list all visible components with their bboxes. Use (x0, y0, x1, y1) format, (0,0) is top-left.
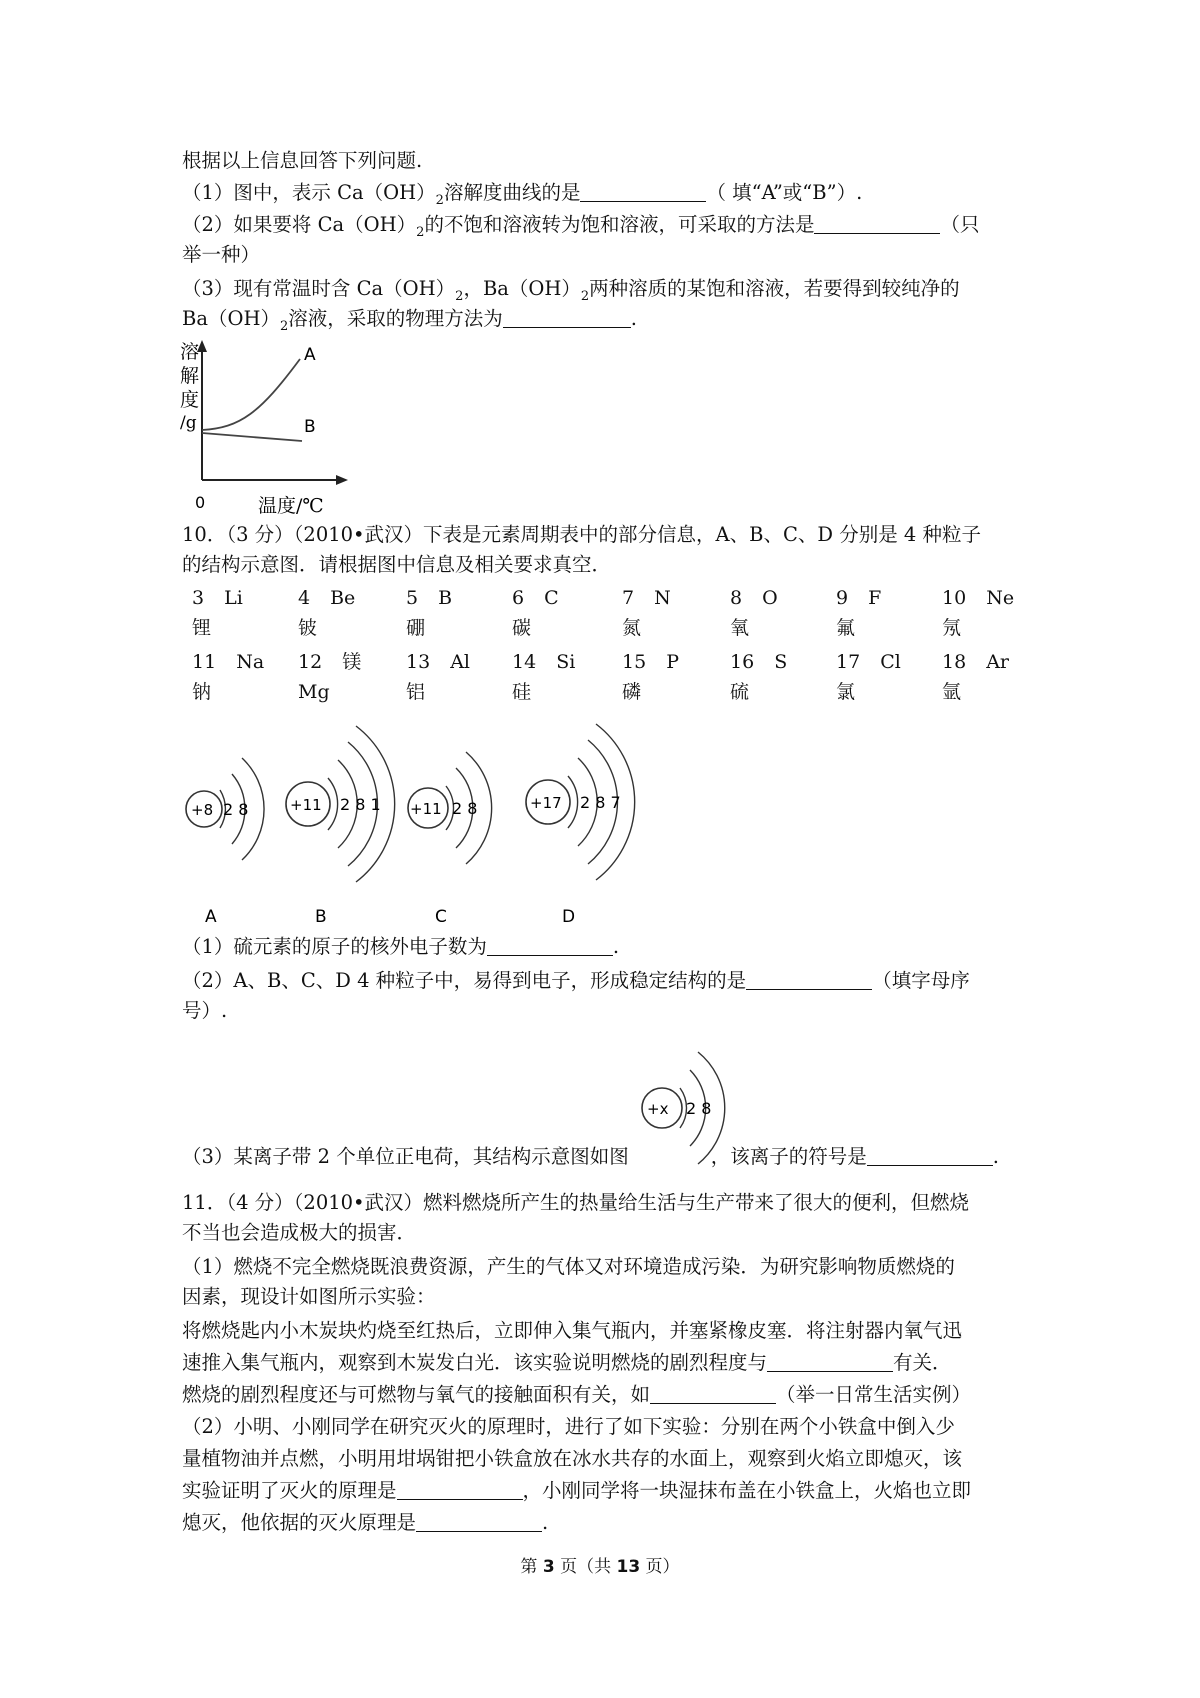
element-name: 磷 (622, 681, 642, 703)
element-name: 铝 (406, 681, 426, 703)
element-symbol: Si (556, 651, 576, 673)
atom-d-nucleus: +17 (530, 794, 562, 812)
element-number: 18 (942, 651, 967, 673)
atom-b-nucleus: +11 (290, 796, 322, 814)
element-cell (730, 586, 778, 610)
atom-d (526, 724, 635, 927)
element-name: Mg (298, 681, 330, 703)
element-cell (942, 586, 1014, 610)
element-name: 硫 (730, 681, 750, 703)
element-cell (192, 586, 243, 610)
atom-c-label: C (435, 907, 447, 927)
xlabel: 温度/℃ (258, 495, 324, 517)
curve-b (202, 433, 302, 441)
element-name: 氯 (836, 681, 856, 703)
element-symbol: Li (224, 587, 243, 609)
element-number: 8 (730, 587, 743, 609)
answer-blank (397, 1479, 523, 1500)
page-footer: 第 3 页（共 13 页） (520, 1557, 680, 1577)
answer-blank (814, 213, 940, 234)
ylabel-4: /g (180, 413, 197, 433)
atom-a-nucleus: +8 (191, 801, 214, 819)
element-number: 9 (836, 587, 849, 609)
element-cell (298, 650, 361, 674)
element-number: 15 (622, 651, 647, 673)
element-number: 13 (406, 651, 431, 673)
ylabel-2: 解 (180, 365, 200, 387)
element-cell (512, 650, 575, 674)
element-number: 6 (512, 587, 525, 609)
answer-blank (416, 1511, 542, 1532)
element-cell (836, 650, 901, 674)
element-symbol: C (544, 587, 559, 609)
element-name: 氟 (836, 617, 856, 639)
element-cell (192, 650, 264, 674)
element-cell (406, 586, 452, 610)
element-name: 铍 (298, 617, 318, 639)
element-name: 锂 (192, 617, 212, 639)
curve-b-label: B (304, 417, 316, 437)
element-name: 硼 (406, 617, 426, 639)
atom-c-nucleus: +11 (410, 800, 442, 818)
element-symbol: N (654, 587, 671, 609)
element-number: 5 (406, 587, 419, 609)
element-cell (622, 586, 671, 610)
q11-line5: 将燃烧匙内小木炭块灼烧至红热后，立即伸入集气瓶内，并塞紧橡皮塞．将注射器内氧气迅 (182, 1319, 963, 1342)
element-name: 硅 (512, 681, 532, 703)
element-symbol: Ne (986, 587, 1015, 609)
ylabel-1: 溶 (180, 341, 200, 363)
atom-b (286, 726, 395, 927)
answer-blank (580, 181, 706, 202)
element-symbol: Na (236, 651, 265, 673)
element-symbol: Cl (880, 651, 901, 673)
curve-a-label: A (304, 345, 316, 365)
answer-blank (487, 935, 613, 956)
element-number: 14 (512, 651, 537, 673)
element-symbol: O (762, 587, 778, 609)
q11-line9: 量植物油并点燃，小明用坩埚钳把小铁盒放在冰水共存的水面上，观察到火焰立即熄灭，该 (182, 1447, 963, 1470)
element-cell (730, 650, 787, 674)
q10-part3: （3）某离子带 2 个单位正电荷，其结构示意图如图 ，该离子的符号是 . (182, 1145, 999, 1168)
q10-title: 10．（3 分）（2010•武汉）下表是元素周期表中的部分信息，A、B、C、D 分别是 4 种粒子 (182, 523, 982, 546)
element-cell (622, 650, 679, 674)
q10-title-cont: 的结构示意图．请根据图中信息及相关要求真空． (182, 553, 612, 576)
page-total: 13 (616, 1557, 641, 1577)
answer-blank (746, 969, 872, 990)
element-symbol: F (868, 587, 882, 609)
atom-c-electrons: 2 8 (452, 799, 478, 818)
answer-blank (767, 1351, 893, 1372)
element-cell (298, 586, 355, 610)
atom-c (408, 752, 492, 927)
page-number: 3 (542, 1557, 555, 1577)
element-number: 4 (298, 587, 311, 609)
q9-part3-cont: $Ba(OH)_2$溶液，采取的物理方法为 . (182, 307, 637, 334)
atom-a-electrons: 2 8 (223, 800, 249, 819)
q10-part2-cont: 号）. (182, 999, 228, 1022)
atom-d-electrons: 2 8 7 (580, 793, 621, 812)
element-number: 10 (942, 587, 967, 609)
q11-line8: （2）小明、小刚同学在研究灭火的原理时，进行了如下实验：分别在两个小铁盒中倒入少 (182, 1415, 955, 1438)
atom-a-label: A (205, 907, 217, 927)
element-symbol: 镁 (342, 651, 362, 673)
atom-d-label: D (562, 907, 576, 927)
element-number: 12 (298, 651, 323, 673)
q11-line6: 速推入集气瓶内，观察到木炭发白光．该实验说明燃烧的剧烈程度与 有关． (182, 1351, 952, 1374)
element-number: 3 (192, 587, 205, 609)
atom-diagrams (180, 722, 700, 932)
solubility-graph (180, 338, 360, 518)
atom-b-label: B (315, 907, 327, 927)
answer-blank (503, 307, 631, 328)
answer-blank (867, 1145, 993, 1166)
answer-blank (650, 1383, 776, 1404)
q11-line10: 实验证明了灭火的原理是 ，小刚同学将一块湿抹布盖在小铁盒上，火焰也立即 (182, 1479, 972, 1502)
element-name: 氧 (730, 617, 750, 639)
element-number: 16 (730, 651, 755, 673)
element-cell (942, 650, 1009, 674)
element-name: 碳 (512, 617, 532, 639)
element-cell (512, 586, 559, 610)
element-symbol: Ar (986, 651, 1009, 673)
q9-part3: （3）现有常温时含 $Ca(OH)_2$，$Ba(OH)_2$两种溶质的某饱和溶液，若要得到较纯净的 (182, 277, 960, 304)
q11-title: 11．（4 分）（2010•武汉）燃料燃烧所产生的热量给生活与生产带来了很大的便利，但燃烧 (182, 1191, 970, 1214)
intro-line: 根据以上信息回答下列问题. (182, 149, 423, 172)
element-number: 7 (622, 587, 635, 609)
q9-part1: （1）图中，表示 $Ca(OH)_2$溶解度曲线的是 （ 填“A”或“B”）. (182, 181, 863, 208)
q10-part2: （2）A、B、C、D 4 种粒子中，易得到电子，形成稳定结构的是 （填字母序 (182, 969, 970, 992)
element-cell (836, 586, 881, 610)
atom-a (186, 758, 264, 927)
q11-title-cont: 不当也会造成极大的损害． (182, 1221, 417, 1244)
atom-b-electrons: 2 8 1 (340, 795, 381, 814)
ion-nucleus: +x (647, 1100, 669, 1118)
q11-line11: 熄灭，他依据的灭火原理是 . (182, 1511, 549, 1534)
q11-line7: 燃烧的剧烈程度还与可燃物与氧气的接触面积有关，如 （举一日常生活实例） (182, 1383, 972, 1406)
element-symbol: P (666, 651, 679, 673)
element-symbol: B (438, 587, 453, 609)
element-name: 钠 (192, 681, 212, 703)
q9-part2: （2）如果要将 $Ca(OH)_2$的不饱和溶液转为饱和溶液，可采取的方法是 （只 (182, 213, 980, 240)
q11-line3: （1）燃烧不完全燃烧既浪费资源，产生的气体又对环境造成污染．为研究影响物质燃烧的 (182, 1255, 955, 1278)
element-symbol: Be (330, 587, 356, 609)
element-number: 17 (836, 651, 861, 673)
element-name: 氮 (622, 617, 642, 639)
element-symbol: Al (450, 651, 470, 673)
q9-part2-cont: 举一种） (182, 243, 261, 266)
element-cell (406, 650, 470, 674)
q10-part1: （1）硫元素的原子的核外电子数为 . (182, 935, 620, 958)
origin-label: 0 (195, 493, 206, 512)
element-name: 氖 (942, 617, 962, 639)
element-symbol: S (774, 651, 788, 673)
q11-line4: 因素，现设计如图所示实验： (182, 1285, 436, 1308)
ion-electrons: 2 8 (686, 1099, 712, 1118)
element-name: 氩 (942, 681, 962, 703)
curve-a (202, 359, 300, 430)
element-number: 11 (192, 651, 217, 673)
ylabel-3: 度 (180, 389, 200, 411)
